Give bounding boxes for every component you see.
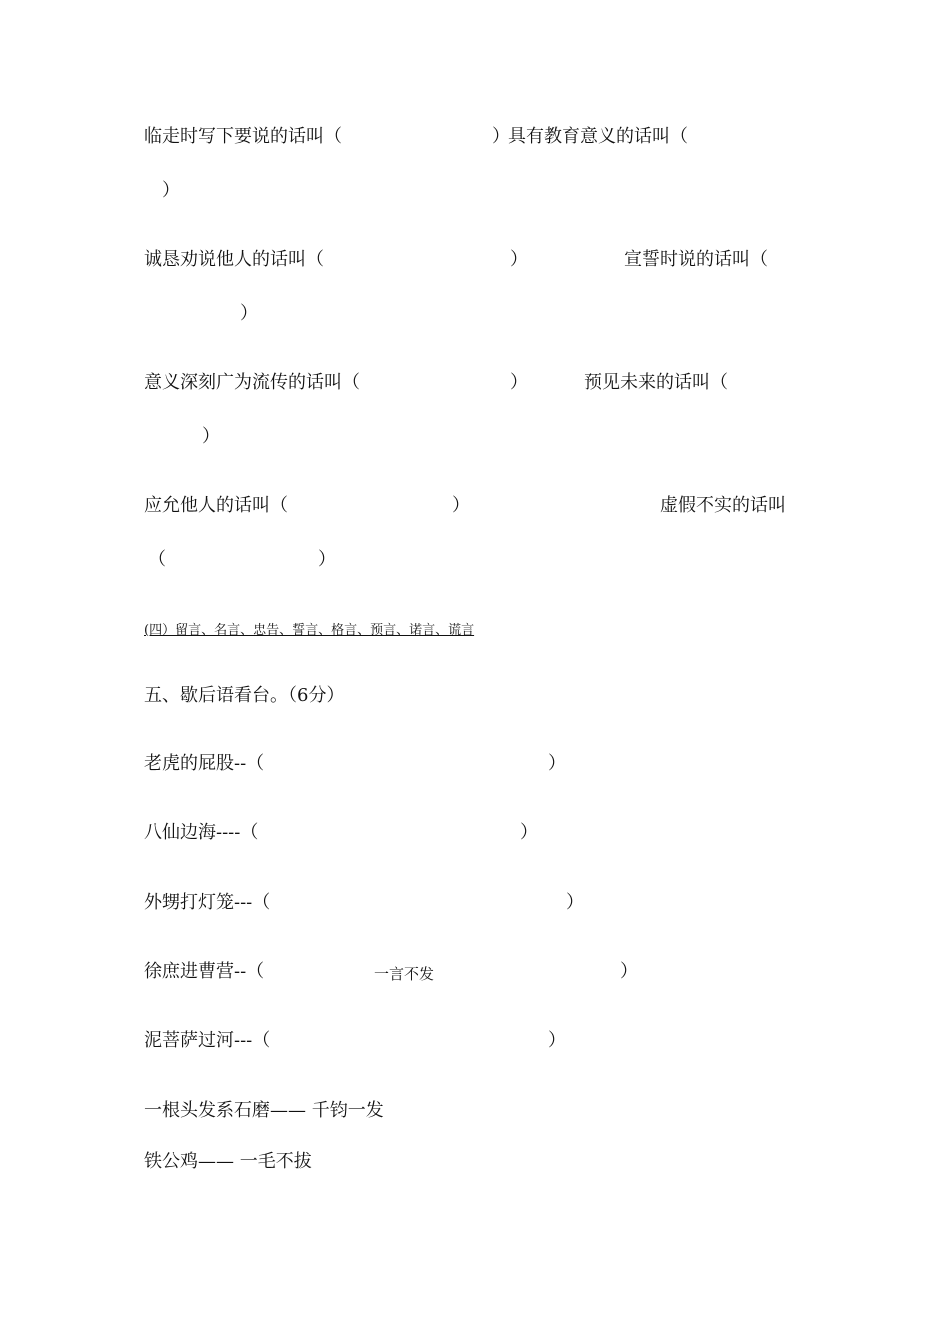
xiehouyu-answer-4: 一言不发 bbox=[374, 965, 435, 983]
section4-answer-note: (四）留言、名言、忠告、誓言、格言、预言、诺言、谎言 bbox=[144, 623, 475, 638]
q-motto-close: ） bbox=[162, 180, 180, 201]
q-farewell-close: ） bbox=[492, 126, 510, 147]
q-advice-close: ） bbox=[510, 249, 528, 270]
q-promise-label: 应允他人的话叫（ bbox=[144, 495, 288, 516]
xiehouyu-label-2: 八仙边海----（ bbox=[144, 822, 259, 843]
xiehouyu-example-1: 一根头发系石磨—— 千钧一发 bbox=[144, 1100, 384, 1121]
xiehouyu-close-3: ） bbox=[566, 892, 584, 913]
xiehouyu-close-1: ） bbox=[548, 753, 566, 774]
q-lie-open: （ bbox=[148, 549, 166, 570]
xiehouyu-close-2: ） bbox=[520, 822, 538, 843]
q-oath-label: 宣誓时说的话叫（ bbox=[624, 249, 768, 270]
xiehouyu-example-2: 铁公鸡—— 一毛不拔 bbox=[144, 1151, 312, 1172]
q-promise-close: ） bbox=[452, 495, 470, 516]
q-motto-label: 具有教育意义的话叫（ bbox=[508, 126, 688, 147]
q-famous-label: 意义深刻广为流传的话叫（ bbox=[144, 372, 360, 393]
q-oath-close: ） bbox=[240, 303, 258, 324]
xiehouyu-label-4: 徐庶进曹营--（ bbox=[144, 961, 265, 982]
q-advice-label: 诚恳劝说他人的话叫（ bbox=[144, 249, 324, 270]
q-famous-close: ） bbox=[510, 372, 528, 393]
xiehouyu-label-1: 老虎的屁股--（ bbox=[144, 753, 265, 774]
q-lie-close: ） bbox=[318, 549, 336, 570]
q-prophecy-label: 预见未来的话叫（ bbox=[584, 372, 728, 393]
q-lie-label: 虚假不实的话叫 bbox=[660, 495, 786, 516]
q-farewell-label: 临走时写下要说的话叫（ bbox=[144, 126, 342, 147]
xiehouyu-close-5: ） bbox=[548, 1030, 566, 1051]
xiehouyu-label-3: 外甥打灯笼---（ bbox=[144, 892, 271, 913]
q-prophecy-close: ） bbox=[202, 426, 220, 447]
xiehouyu-label-5: 泥菩萨过河---（ bbox=[144, 1030, 271, 1051]
section5-heading: 五、歇后语看台。（6分） bbox=[144, 685, 345, 706]
xiehouyu-close-4: ） bbox=[620, 961, 638, 982]
